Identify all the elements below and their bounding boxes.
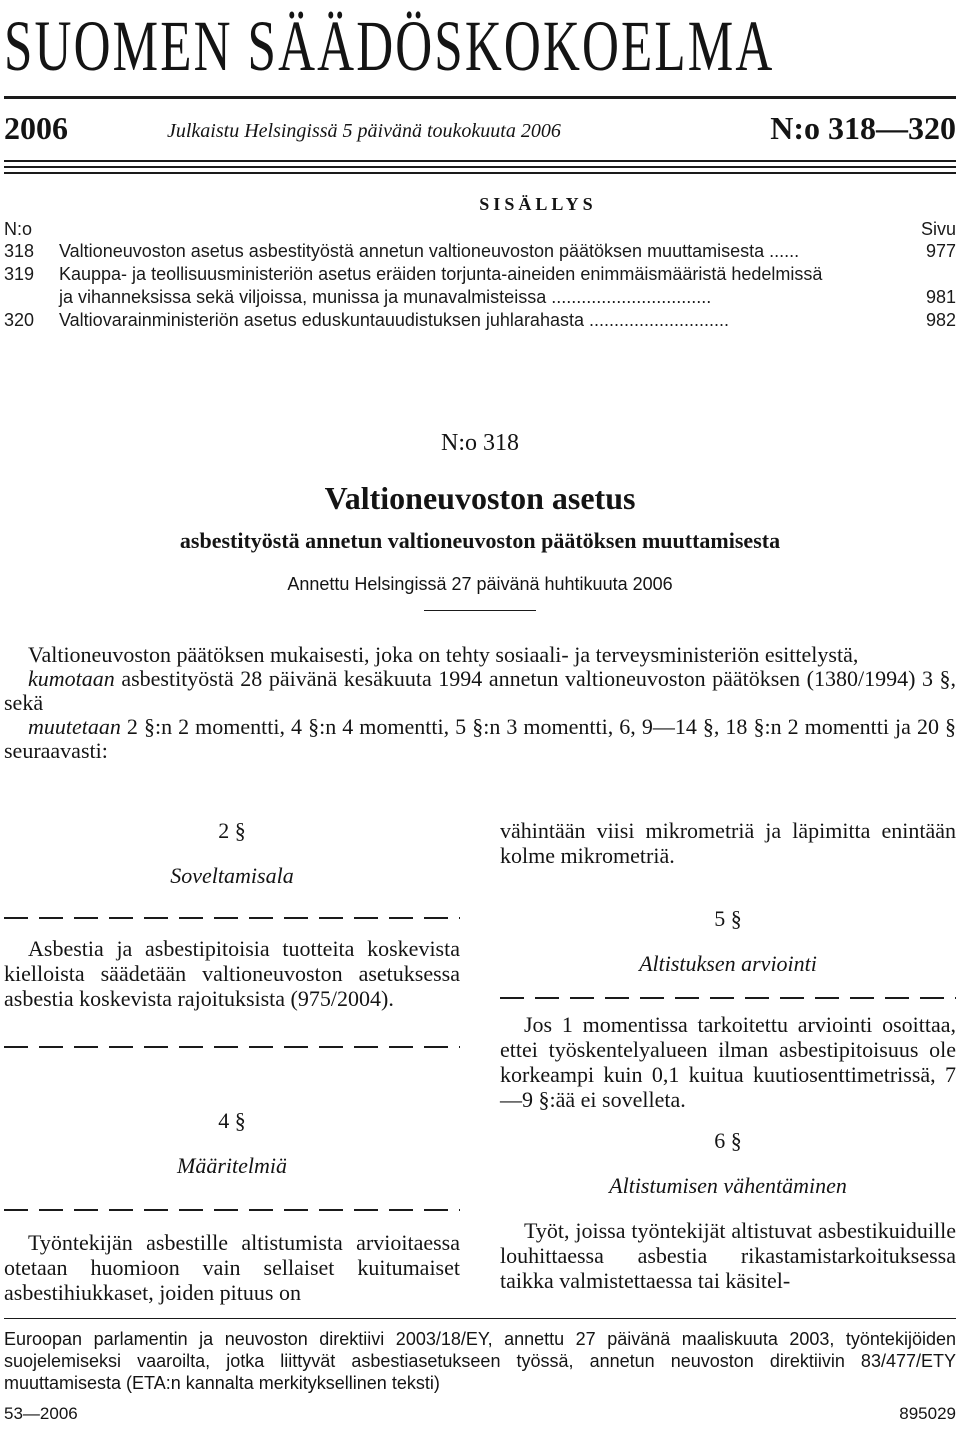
publication-date: Julkaistu Helsingissä 5 päivänä toukokuuta 2006 [167,120,561,142]
section-5-text: Jos 1 momentissa tarkoitettu arviointi osoittaa, ettei työskentelyalueen ilman asbestipitoisuus ole korkeampi kuin 0,1 kuitua kuutiosenttimetrissä, 7—9 §:ää ei sovelleta. [500,1012,956,1112]
issue-year: 2006 [4,110,68,146]
act-given-date: Annettu Helsingissä 27 päivänä huhtikuuta 2006 [287,574,673,594]
footer-left-code: 53—2006 [4,1404,78,1423]
act-title: Valtioneuvoston asetus [324,480,636,516]
header-rule-1 [4,160,956,162]
footnote-rule [4,1318,956,1319]
act-number: N:o 318 [441,430,519,456]
omission-dashes [4,1209,460,1211]
issue-header [4,108,956,148]
toc-title: SISÄLLYS [479,194,597,214]
continued-text: vähintään viisi mikrometriä ja läpimitta enintään kolme mikrometriä. [500,818,956,868]
toc-item-page: 977 [925,241,956,261]
footer-right-code: 895029 [899,1404,956,1423]
section-4-text: Työntekijän asbestille altistumista arvioitaessa otetaan huomioon vain sellaiset kuitumaiset asbestihiukkaset, joiden pituus on [4,1230,460,1305]
section-6-number: 6 § [714,1128,742,1153]
section-5-title: Altistuksen arviointi [639,951,817,976]
toc-col-page: Sivu [920,219,956,239]
preamble-amend [4,715,956,763]
toc-item-text: Kauppa- ja teollisuusministeriön asetus eräiden torjunta-aineiden enimmäismääristä hedelmissä [59,264,823,284]
masthead-rule [4,96,956,99]
section-6-title: Altistumisen vähentäminen [609,1173,847,1198]
preamble-line: Valtioneuvoston päätöksen mukaisesti, joka on tehty sosiaali- ja terveysministeriön esittelystä, [28,642,859,667]
issue-numbers: N:o 318—320 [770,110,956,146]
section-5-body [500,1012,956,1293]
section-2-number: 2 § [218,818,246,843]
footnote: Euroopan parlamentin ja neuvoston direktiivi 2003/18/EY, annettu 27 päivänä maaliskuuta 2003, työntekijöiden suojelemiseksi vaaroilta, jotka liittyvät asbestiasetukseen työssä, annetun neuvoston direktiivin 83/477/ETY muuttamisesta (ETA:n kannalta merkityksellinen teksti) [4,1329,956,1393]
section-2-title: Soveltamisala [170,863,294,888]
title-divider [424,610,536,611]
section-4-body [4,1230,460,1305]
toc-item-page: 981 [925,287,956,307]
act-subtitle: asbestityöstä annetun valtioneuvoston päätöksen muuttamisesta [179,528,781,553]
toc-item-nr: 318 [4,241,35,261]
preamble-repeal [4,667,956,715]
toc-col-nr: N:o [4,219,33,239]
masthead-title: SUOMEN SÄÄDÖSKOKOELMA [4,6,775,86]
toc-item-text: Valtioneuvoston asetus asbestityöstä annetun valtioneuvoston päätöksen muuttamisesta ...... [59,241,800,261]
section-2-body [4,936,460,1011]
section-4-number: 4 § [218,1108,246,1133]
section-4-title: Määritelmiä [177,1153,287,1178]
keyword-amend: muutetaan [28,714,121,739]
omission-dashes [4,917,460,919]
repeal-text: asbestityöstä 28 päivänä kesäkuuta 1994 annetun valtioneuvoston päätöksen (1380/1994) 3 §, sekä [4,666,956,715]
omission-dashes [4,1046,460,1048]
section-6-text: Työt, joissa työntekijät altistuvat asbestikuiduille louhittaessa asbestia rikastamistarkoituksessa taikka valmistettaessa tai käsitel- [500,1218,956,1293]
header-rule-3 [4,172,956,174]
left-column [4,818,460,888]
toc-item-nr: 319 [4,264,35,284]
section-5-number: 5 § [714,906,742,931]
amend-text: 2 §:n 2 momentti, 4 §:n 4 momentti, 5 §:n 3 momentti, 6, 9—14 §, 18 §:n 2 momentti ja 20 § seuraavasti: [4,714,956,763]
section-4-head [4,1108,460,1178]
header-rule-2 [4,166,956,168]
act-preamble [4,643,956,763]
keyword-repeal: kumotaan [28,666,115,691]
table-of-contents [0,218,960,338]
toc-item-page: 982 [925,310,956,330]
right-column [500,818,956,976]
section-2-text: Asbestia ja asbestipitoisia tuotteita koskevista kielloista säädetään valtioneuvoston asetuksessa asbestia koskevista rajoituksista (975/2004). [4,936,460,1011]
toc-item-text: Valtiovarainministeriön asetus eduskuntauudistuksen juhlarahasta ............................ [59,310,730,330]
toc-item-text-cont: ja vihanneksissa sekä viljoissa, munissa ja munavalmisteissa ................................ [59,287,712,307]
toc-item-nr: 320 [4,310,35,330]
omission-dashes [500,997,956,999]
